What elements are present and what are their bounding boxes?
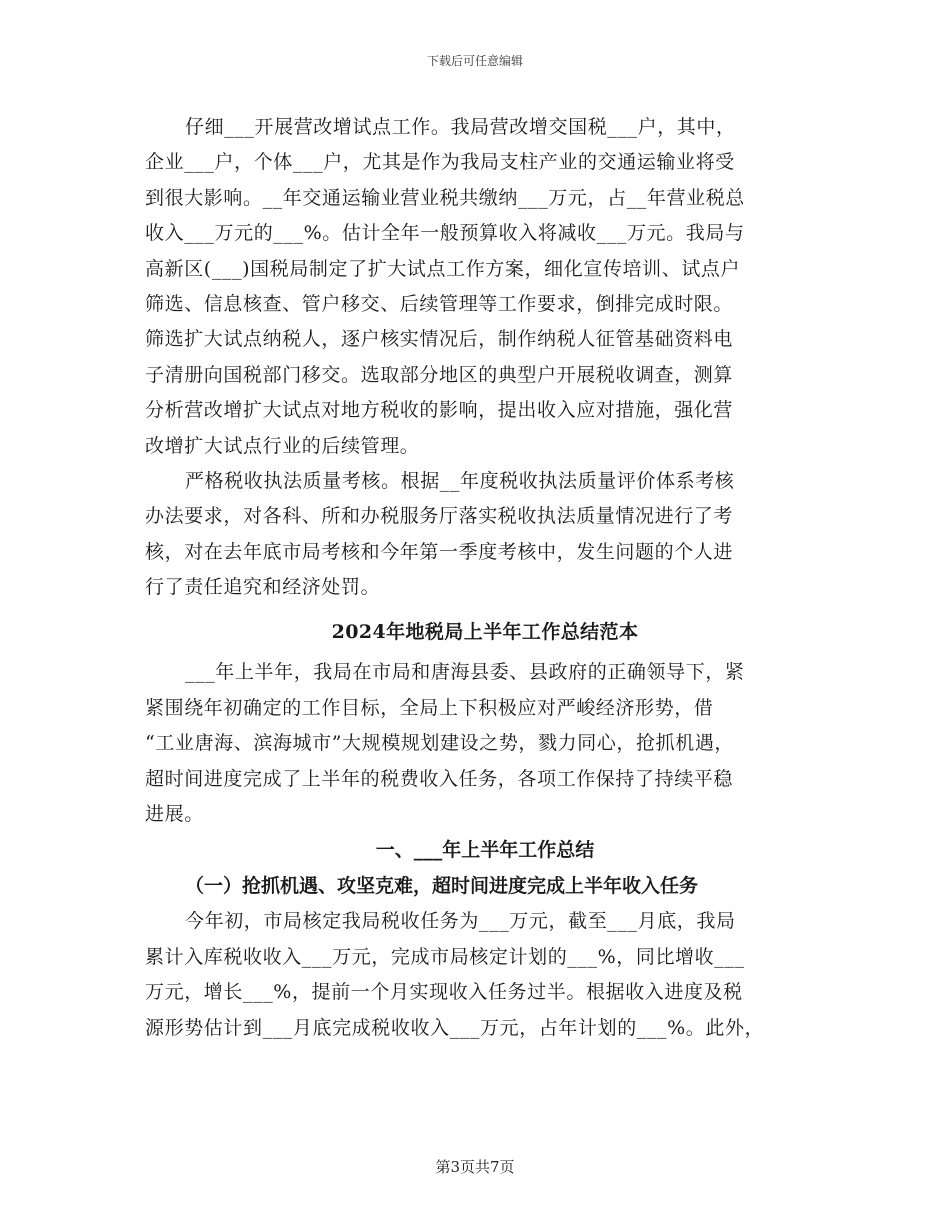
paragraph-revenue [145, 904, 825, 1046]
text-line: 行了责任追究和经济处罚。 [145, 576, 381, 599]
text-line: 企业___户，个体___户，尤其是作为我局支柱产业的交通运输业将受 [145, 151, 735, 174]
section-heading: 一、___年上半年工作总结 [375, 839, 595, 862]
paragraph-intro [145, 655, 825, 832]
subsection-heading: （一）抢抓机遇、攻坚克难，超时间进度完成上半年收入任务 [185, 875, 699, 898]
text-line: 核，对在去年底市局考核和今年第一季度考核中，发生问题的个人进 [145, 540, 734, 563]
page-number: 第3页共7页 [435, 1158, 515, 1176]
text-line: 源形势估计到___月底完成税收收入___万元，占年计划的___%。此外， [145, 1016, 765, 1039]
paragraph-enforcement-review [145, 464, 825, 606]
text-line: 筛选、信息核查、管户移交、后续管理等工作要求，倒排完成时限。 [145, 292, 734, 315]
text-line: 高新区(___)国税局制定了扩大试点工作方案，细化宣传培训、试点户 [145, 257, 741, 280]
document-body [145, 110, 825, 1046]
text-line: 严格税收执法质量考核。根据__年度税收执法质量评价体系考核 [185, 469, 735, 492]
text-line: 万元，增长___%，提前一个月实现收入任务过半。根据收入进度及税 [145, 981, 743, 1004]
text-line: 累计入库税收收入___万元，完成市局核定计划的___%，同比增收___ [145, 945, 745, 968]
text-line: 超时间进度完成了上半年的税费收入任务，各项工作保持了持续平稳 [145, 767, 734, 790]
document-title: 2024年地税局上半年工作总结范本 [331, 621, 639, 644]
text-line: 到很大影响。__年交通运输业营业税共缴纳___万元，占__年营业税总 [145, 186, 745, 209]
text-line: 进展。 [145, 803, 204, 826]
text-line: 改增扩大试点行业的后续管理。 [145, 434, 420, 457]
header-note: 下载后可任意编辑 [426, 54, 523, 68]
text-line: 紧围绕年初确定的工作目标，全局上下积极应对严峻经济形势，借 [145, 696, 714, 719]
text-line: 办法要求，对各科、所和办税服务厅落实税收执法质量情况进行了考 [145, 505, 734, 528]
text-line: 收入___万元的___%。估计全年一般预算收入将减收___万元。我局与 [145, 222, 745, 245]
text-line: 子清册向国税部门移交。选取部分地区的典型户开展税收调查，测算 [145, 363, 734, 386]
text-line: 筛选扩大试点纳税人，逐户核实情况后，制作纳税人征管基础资料电 [145, 328, 734, 351]
text-line: 今年初，市局核定我局税收任务为___万元，截至___月底，我局 [185, 910, 736, 933]
text-line: “工业唐海、滨海城市”大规模规划建设之势，戮力同心，抢抓机遇， [145, 732, 735, 755]
text-line: ___年上半年，我局在市局和唐海县委、县政府的正确领导下，紧 [185, 661, 745, 684]
text-line: 仔细___开展营改增试点工作。我局营改增交国税___户，其中， [185, 116, 736, 138]
text-line: 分析营改增扩大试点对地方税收的影响，提出收入应对措施，强化营 [145, 399, 734, 422]
paragraph-pilot-work [145, 110, 825, 464]
